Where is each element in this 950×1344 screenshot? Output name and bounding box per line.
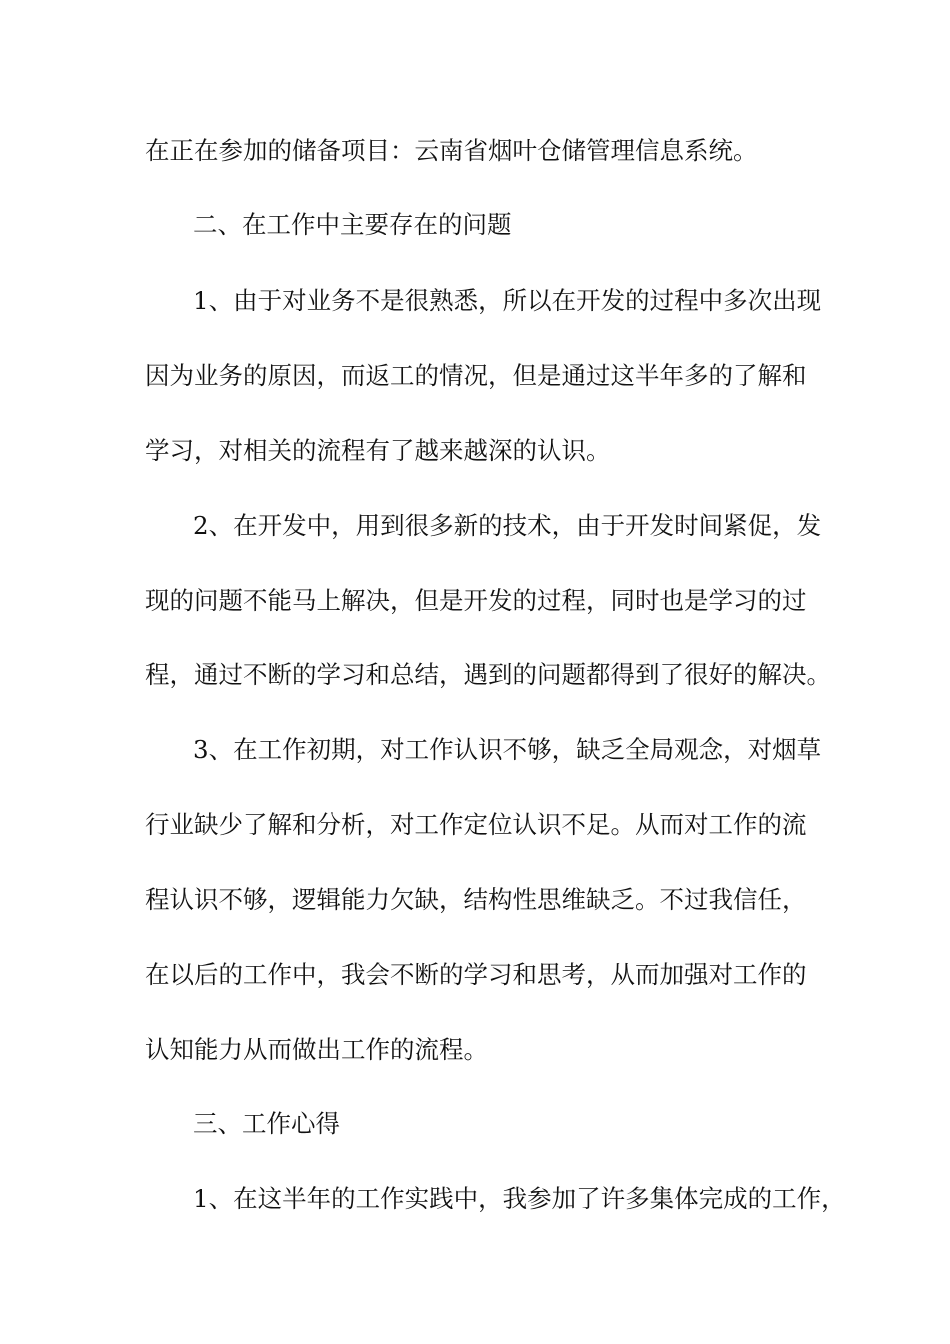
text-line: 程认识不够，逻辑能力欠缺，结构性思维缺乏。不过我信任，	[145, 885, 807, 914]
text-line: 学习，对相关的流程有了越来越深的认识。	[145, 436, 611, 465]
text-line: 在以后的工作中，我会不断的学习和思考，从而加强对工作的	[145, 960, 807, 989]
text-line: 在正在参加的储备项目：云南省烟叶仓储管理信息系统。	[145, 136, 758, 165]
text-line: 因为业务的原因，而返工的情况，但是通过这半年多的了解和	[145, 361, 807, 390]
section-heading: 三、工作心得	[193, 1109, 340, 1138]
text-line: 程，通过不断的学习和总结，遇到的问题都得到了很好的解决。	[145, 660, 831, 689]
text-line: 1、在这半年的工作实践中，我参加了许多集体完成的工作，	[193, 1184, 846, 1213]
text-line: 1、由于对业务不是很熟悉，所以在开发的过程中多次出现	[193, 286, 822, 315]
section-heading: 二、在工作中主要存在的问题	[193, 210, 512, 239]
text-line: 2、在开发中，用到很多新的技术，由于开发时间紧促，发	[193, 511, 822, 540]
text-line: 现的问题不能马上解决，但是开发的过程，同时也是学习的过	[145, 586, 807, 615]
text-line: 行业缺少了解和分析，对工作定位认识不足。从而对工作的流	[145, 810, 807, 839]
text-line: 3、在工作初期，对工作认识不够，缺乏全局观念，对烟草	[193, 735, 822, 764]
text-line: 认知能力从而做出工作的流程。	[145, 1035, 488, 1064]
